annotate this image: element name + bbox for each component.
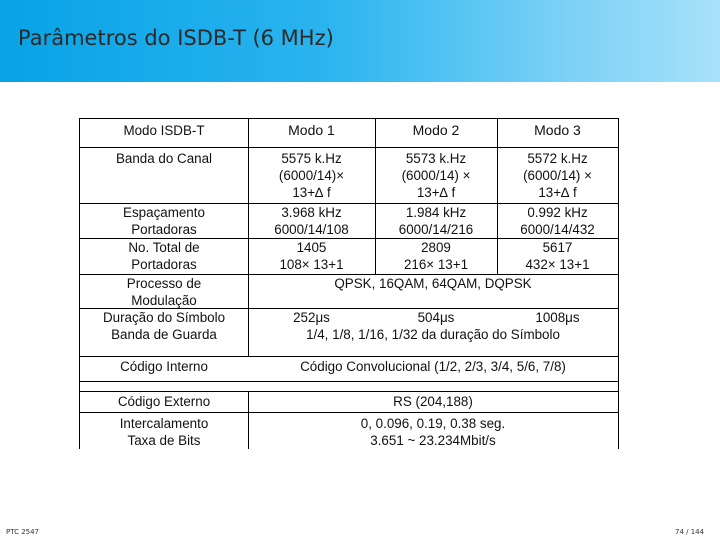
- bit-rate-label: Taxa de Bits: [127, 433, 201, 448]
- row-divider: [80, 356, 618, 357]
- cell-line: 5575 k.Hz: [281, 151, 342, 166]
- cell-line: 5617: [542, 240, 573, 255]
- carrier-spacing-mode-1: [248, 204, 375, 238]
- cell-line: 432× 13+1: [525, 257, 590, 272]
- header-isdbt-mode: Modo ISDB-T: [123, 123, 205, 138]
- channel-band-label: Banda do Canal: [115, 151, 213, 166]
- symbol-duration-label: Duração do Símbolo: [102, 310, 226, 325]
- total-carriers-mode-3: [497, 239, 618, 273]
- cell-line: 6000/14/432: [520, 222, 595, 237]
- carrier-spacing-mode-3: [497, 204, 618, 238]
- cell-line: (6000/14) ×: [523, 168, 592, 183]
- cell-line: 6000/14/216: [398, 222, 474, 237]
- modulation-label: [80, 275, 248, 309]
- outer-code-label: Código Externo: [117, 394, 211, 409]
- bit-rate-value: 3.651 ~ 23.234Mbit/s: [370, 433, 496, 448]
- cell-line: Portadoras: [131, 222, 197, 237]
- cell-line: 0.992 kHz: [527, 205, 588, 220]
- header-mode-1: Modo 1: [288, 122, 335, 138]
- channel-band-mode-2: [375, 150, 497, 201]
- total-carriers-mode-1: [248, 239, 375, 273]
- row-divider: [80, 381, 618, 382]
- cell-line: (6000/14)×: [278, 168, 345, 183]
- header-mode-2: Modo 2: [412, 122, 460, 138]
- cell-line: 2809: [421, 240, 451, 255]
- cell-line: 1.984 kHz: [405, 205, 467, 220]
- cell-line: Processo de: [126, 276, 202, 291]
- symbol-duration-mode-1: 252μs: [293, 310, 330, 325]
- page-number: 74 / 144: [675, 528, 705, 536]
- cell-line: Portadoras: [131, 257, 197, 272]
- inner-code-value: Código Convolucional (1/2, 2/3, 3/4, 5/6, 7/8): [300, 359, 566, 374]
- carrier-spacing-label: [80, 204, 248, 238]
- slide-title: Parâmetros do ISDB-T (6 MHz): [18, 26, 334, 50]
- cell-line: 1405: [296, 240, 327, 255]
- total-carriers-mode-2: [375, 239, 497, 273]
- interleaving-value: 0, 0.096, 0.19, 0.38 seg.: [360, 416, 506, 431]
- interleaving-label: Intercalamento: [119, 416, 209, 431]
- symbol-duration-mode-3: 1008μs: [535, 310, 580, 325]
- row-divider: [80, 147, 618, 148]
- cell-line: 5572 k.Hz: [527, 151, 588, 166]
- row-divider: [80, 391, 618, 392]
- carrier-spacing-mode-2: [375, 204, 497, 238]
- cell-line: 13+∆ f: [416, 185, 456, 200]
- modulation-value: QPSK, 16QAM, 64QAM, DQPSK: [334, 276, 532, 291]
- isdbt-parameters-table: [79, 118, 619, 449]
- cell-line: (6000/14) ×: [401, 168, 471, 183]
- inner-code-label: Código Interno: [120, 359, 208, 374]
- course-code: PTC 2547: [6, 528, 40, 536]
- guard-band-label: Banda de Guarda: [111, 327, 217, 342]
- cell-line: 5573 k.Hz: [405, 151, 467, 166]
- cell-line: 216× 13+1: [403, 257, 469, 272]
- channel-band-mode-3: [497, 150, 618, 201]
- cell-line: 3.968 kHz: [281, 205, 342, 220]
- symbol-duration-mode-2: 504μs: [417, 310, 455, 325]
- cell-line: Modulação: [131, 293, 197, 308]
- guard-band-value: 1/4, 1/8, 1/16, 1/32 da duração do Símbolo: [306, 327, 560, 342]
- row-divider: [80, 412, 618, 413]
- cell-line: 6000/14/108: [274, 222, 349, 237]
- cell-line: 108× 13+1: [279, 257, 344, 272]
- cell-line: No. Total de: [128, 240, 200, 255]
- cell-line: 13+∆ f: [292, 185, 331, 200]
- channel-band-mode-1: [248, 150, 375, 201]
- cell-line: 13+∆ f: [538, 185, 577, 200]
- cell-line: Espaçamento: [123, 205, 205, 220]
- header-mode-3: Modo 3: [534, 122, 581, 138]
- outer-code-value: RS (204,188): [393, 394, 473, 409]
- total-carriers-label: [80, 239, 248, 273]
